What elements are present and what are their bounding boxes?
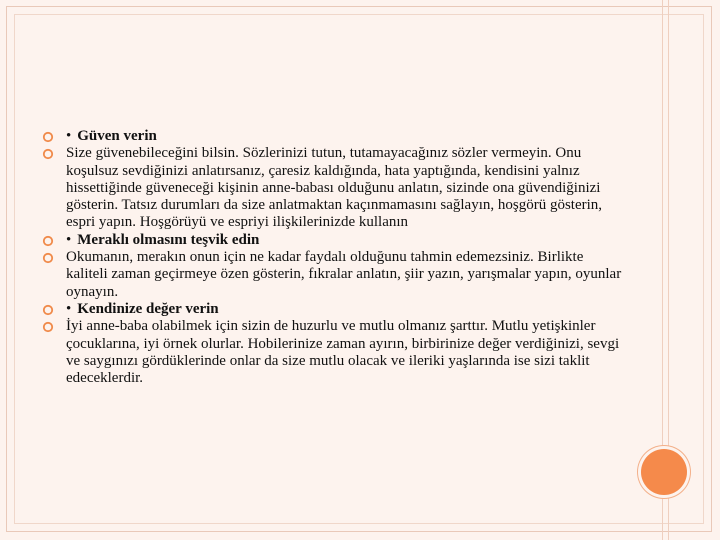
list-item bbox=[42, 249, 622, 301]
heading-curiosity: • Meraklı olmasını teşvik edin bbox=[66, 231, 260, 248]
ring-bullet-icon bbox=[42, 148, 54, 160]
heading-self-worth: • Kendinize değer verin bbox=[66, 300, 219, 317]
list-item bbox=[42, 232, 622, 249]
ring-bullet-icon bbox=[42, 252, 54, 264]
paragraph-trust: Size güvenebileceğini bilsin. Sözlerinizi tutun, tutamayacağınız sözler vermeyin. Onu koşulsuz sevdiğinizi anlatırsanız, çaresiz kaldığında, hata yaptığında, kendisini yalnız hissettiğinde güveneceği kişinin anne-babası olduğunu anlatın, sizinde ona güvendiğinizi gösterin. Tatsız durumları da size anlatmaktan kaçınmamasını sağlayın, hoşgörü gösterin, espri yapın. Hoşgörüyü ve espriyi ilişkilerinizde kullanın bbox=[66, 145, 603, 231]
list-item bbox=[42, 145, 622, 231]
ring-bullet-icon bbox=[42, 131, 54, 143]
ring-bullet-icon bbox=[42, 321, 54, 333]
ring-bullet-icon bbox=[42, 304, 54, 316]
decorative-circle bbox=[641, 449, 687, 495]
paragraph-curiosity: Okumanın, merakın onun için ne kadar faydalı olduğunu tahmin edemezsiniz. Birlikte kaliteli zaman geçirmeye özen gösterin, fıkralar anlatın, şiir yazın, yarışmalar yapın, oyunlar oynayın. bbox=[66, 249, 622, 300]
list-item bbox=[42, 128, 622, 145]
slide-content-list bbox=[42, 128, 622, 387]
paragraph-self-worth: İyi anne-baba olabilmek için sizin de huzurlu ve mutlu olmanız şarttır. Mutlu yetişkinler çocuklarına, iyi örnek olurlar. Hobilerinize zaman ayırın, birbirinize değer verdiğinizi, sevgi ve saygınızı gördüklerinde onlar da size mutlu olacak ve ileriki yaşlarında ise sizi taklit edeceklerdir. bbox=[66, 318, 620, 387]
list-item bbox=[42, 301, 622, 318]
heading-trust: • Güven verin bbox=[66, 128, 157, 144]
ring-bullet-icon bbox=[42, 235, 54, 247]
list-item bbox=[42, 318, 622, 387]
